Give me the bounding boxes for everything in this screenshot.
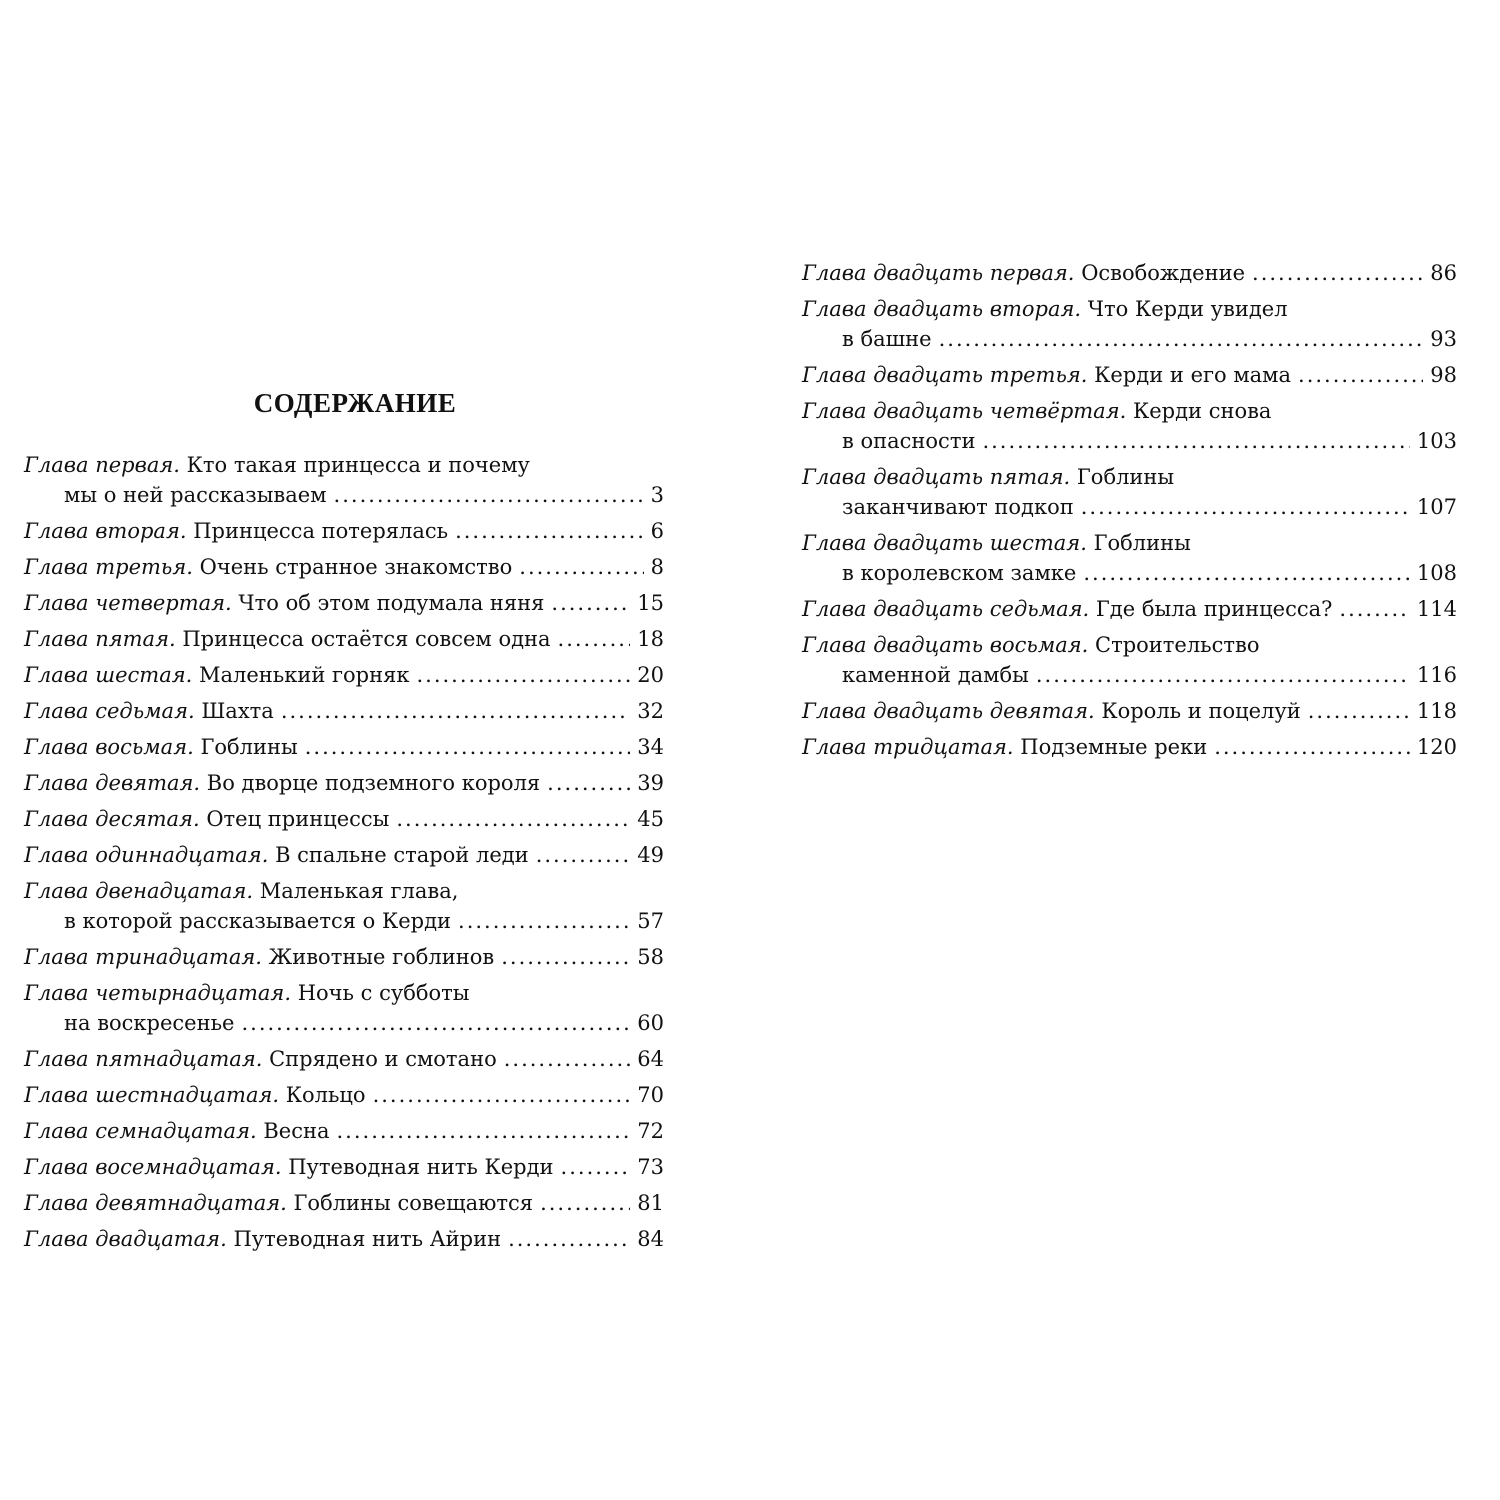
- toc-entry: [802, 732, 1457, 762]
- page-number: 58: [637, 945, 664, 969]
- dot-leader: [1083, 558, 1410, 588]
- dot-leader: [540, 1188, 630, 1218]
- toc-entry-line: [24, 978, 664, 1008]
- toc-entry: [802, 594, 1457, 624]
- dot-leader: [504, 1044, 631, 1074]
- chapter-label: Глава двадцать вторая.: [802, 297, 1082, 321]
- toc-entry: [24, 876, 664, 936]
- page-number: 64: [637, 1047, 664, 1071]
- toc-entry: [802, 462, 1457, 522]
- chapter-title: Путеводная нить Айрин: [233, 1227, 502, 1251]
- dot-leader: [458, 906, 630, 936]
- toc-entry-line: [24, 1224, 664, 1254]
- toc-entry: [24, 588, 664, 618]
- toc-entry: [24, 660, 664, 690]
- page-number: 86: [1430, 261, 1457, 285]
- page-number: 8: [650, 555, 664, 579]
- chapter-label: Глава восемнадцатая.: [24, 1155, 282, 1179]
- chapter-label: Глава первая.: [24, 453, 180, 477]
- toc-entry: [24, 696, 664, 726]
- dot-leader: [558, 624, 631, 654]
- toc-entry-line: [802, 732, 1457, 762]
- chapter-title: Маленькая глава,: [259, 879, 459, 903]
- dot-leader: [1036, 660, 1410, 690]
- chapter-label: Глава двадцать девятая.: [802, 699, 1095, 723]
- page-title: СОДЕРЖАНИЕ: [253, 388, 457, 418]
- chapter-label: Глава девятнадцатая.: [24, 1191, 287, 1215]
- dot-leader: [508, 1224, 630, 1254]
- toc-entry: [24, 1152, 664, 1182]
- chapter-label: Глава двадцать четвёртая.: [802, 399, 1127, 423]
- chapter-label: Глава десятая.: [24, 807, 200, 831]
- chapter-title: Где была принцесса?: [1095, 597, 1333, 621]
- page-number: 93: [1430, 327, 1457, 351]
- dot-leader: [1308, 696, 1410, 726]
- page-number: 107: [1416, 495, 1457, 519]
- chapter-title: Животные гоблинов: [268, 945, 495, 969]
- page-number: 103: [1416, 429, 1457, 453]
- chapter-title: Во дворце подземного короля: [206, 771, 541, 795]
- chapter-title-continued: в которой рассказывается о Керди: [64, 909, 452, 933]
- chapter-title: Король и поцелуй: [1101, 699, 1301, 723]
- chapter-title: Отец принцессы: [206, 807, 390, 831]
- chapter-label: Глава третья.: [24, 555, 193, 579]
- chapter-label: Глава девятая.: [24, 771, 201, 795]
- chapter-label: Глава двадцать восьмая.: [802, 633, 1089, 657]
- page-number: 73: [637, 1155, 664, 1179]
- dot-leader: [939, 324, 1424, 354]
- chapter-title: Кольцо: [285, 1083, 366, 1107]
- page-number: 118: [1416, 699, 1457, 723]
- toc-entry-line: [24, 840, 664, 870]
- dot-leader: [241, 1008, 630, 1038]
- dot-leader: [982, 426, 1409, 456]
- toc-entry: [24, 942, 664, 972]
- chapter-label: Глава вторая.: [24, 519, 187, 543]
- chapter-title: Принцесса потерялась: [193, 519, 449, 543]
- chapter-title: Гоблины: [1076, 465, 1175, 489]
- chapter-title: Ночь с субботы: [297, 981, 470, 1005]
- chapter-title: Керди и его мама: [1094, 363, 1292, 387]
- dot-leader: [1081, 492, 1410, 522]
- dot-leader: [501, 942, 630, 972]
- toc-entry: [24, 624, 664, 654]
- page-number: 108: [1416, 561, 1457, 585]
- chapter-title-continued: на воскресенье: [64, 1011, 235, 1035]
- chapter-title: Строительство: [1095, 633, 1260, 657]
- toc-entry-line: [802, 462, 1457, 492]
- chapter-title: Очень странное знакомство: [199, 555, 513, 579]
- toc-entry-line: [24, 450, 664, 480]
- toc-entry-line: [24, 696, 664, 726]
- toc-entry-line: [802, 396, 1457, 426]
- chapter-title-continued: каменной дамбы: [842, 663, 1029, 687]
- page-number: 6: [650, 519, 664, 543]
- chapter-title-continued: в опасности: [842, 429, 976, 453]
- chapter-label: Глава четырнадцатая.: [24, 981, 292, 1005]
- chapter-label: Глава седьмая.: [24, 699, 195, 723]
- dot-leader: [1298, 360, 1423, 390]
- dot-leader: [337, 1116, 631, 1146]
- toc-entry: [24, 450, 664, 510]
- page-number: 20: [637, 663, 664, 687]
- toc-entry-line: [24, 516, 664, 546]
- toc-entry: [24, 1224, 664, 1254]
- dot-leader: [536, 840, 631, 870]
- page-number: 39: [637, 771, 664, 795]
- dot-leader: [547, 768, 630, 798]
- toc-entry: [24, 1080, 664, 1110]
- toc-entry: [24, 840, 664, 870]
- toc-entry: [802, 360, 1457, 390]
- chapter-title: Освобождение: [1081, 261, 1246, 285]
- toc-entry: [24, 732, 664, 762]
- page-number: 15: [637, 591, 664, 615]
- toc-entry-line: [24, 588, 664, 618]
- toc-entry-line: [802, 558, 1457, 588]
- page-number: 98: [1430, 363, 1457, 387]
- dot-leader: [416, 660, 630, 690]
- chapter-title-continued: мы о ней рассказываем: [64, 483, 327, 507]
- toc-entry: [24, 804, 664, 834]
- toc-entry: [802, 630, 1457, 690]
- toc-entry: [802, 528, 1457, 588]
- chapter-title: Кто такая принцесса и почему: [186, 453, 530, 477]
- dot-leader: [334, 480, 644, 510]
- page-number: 60: [637, 1011, 664, 1035]
- toc-entry-line: [802, 594, 1457, 624]
- chapter-label: Глава двадцать третья.: [802, 363, 1088, 387]
- toc-entry-line: [802, 294, 1457, 324]
- dot-leader: [1252, 258, 1423, 288]
- chapter-title: Путеводная нить Керди: [288, 1155, 554, 1179]
- toc-entry-line: [802, 426, 1457, 456]
- chapter-title: Шахта: [201, 699, 274, 723]
- toc-entry-line: [24, 1116, 664, 1146]
- toc-entry-line: [802, 360, 1457, 390]
- toc-entry-line: [802, 660, 1457, 690]
- page-number: 32: [637, 699, 664, 723]
- chapter-title-continued: заканчивают подкоп: [842, 495, 1074, 519]
- toc-entry-line: [24, 1044, 664, 1074]
- toc-right-column: [802, 258, 1457, 762]
- chapter-label: Глава семнадцатая.: [24, 1119, 257, 1143]
- toc-entry-line: [24, 1008, 664, 1038]
- page-number: 49: [637, 843, 664, 867]
- toc-entry-line: [24, 1080, 664, 1110]
- toc-entry-line: [24, 1188, 664, 1218]
- page-number: 45: [637, 807, 664, 831]
- chapter-label: Глава восьмая.: [24, 735, 194, 759]
- dot-leader: [455, 516, 644, 546]
- dot-leader: [1214, 732, 1410, 762]
- chapter-label: Глава двадцатая.: [24, 1227, 227, 1251]
- page-number: 120: [1416, 735, 1457, 759]
- page-number: 3: [650, 483, 664, 507]
- chapter-label: Глава шестая.: [24, 663, 193, 687]
- toc-entry: [802, 696, 1457, 726]
- page-number: 114: [1416, 597, 1457, 621]
- chapter-title: Весна: [263, 1119, 330, 1143]
- chapter-label: Глава тринадцатая.: [24, 945, 262, 969]
- dot-leader: [519, 552, 643, 582]
- chapter-title: Принцесса остаётся совсем одна: [182, 627, 551, 651]
- toc-entry: [802, 258, 1457, 288]
- chapter-label: Глава четвертая.: [24, 591, 232, 615]
- chapter-title: Что Керди увидел: [1087, 297, 1288, 321]
- toc-entry-line: [802, 696, 1457, 726]
- toc-entry-line: [24, 942, 664, 972]
- page-number: 81: [637, 1191, 664, 1215]
- chapter-title: Гоблины совещаются: [293, 1191, 534, 1215]
- toc-entry-line: [802, 528, 1457, 558]
- chapter-title: Спрядено и смотано: [269, 1047, 497, 1071]
- toc-entry: [24, 1188, 664, 1218]
- toc-left-column: [24, 450, 664, 1254]
- chapter-label: Глава пятнадцатая.: [24, 1047, 263, 1071]
- toc-entry-line: [24, 804, 664, 834]
- page-number: 116: [1416, 663, 1457, 687]
- toc-entry-line: [802, 258, 1457, 288]
- page-number: 18: [637, 627, 664, 651]
- dot-leader: [373, 1080, 631, 1110]
- toc-entry-line: [24, 732, 664, 762]
- toc-entry: [24, 978, 664, 1038]
- toc-entry: [24, 768, 664, 798]
- toc-entry-line: [802, 324, 1457, 354]
- chapter-label: Глава двадцать шестая.: [802, 531, 1087, 555]
- chapter-title-continued: в башне: [842, 327, 932, 351]
- toc-entry: [802, 396, 1457, 456]
- chapter-label: Глава пятая.: [24, 627, 176, 651]
- toc-entry: [24, 1044, 664, 1074]
- chapter-label: Глава двенадцатая.: [24, 879, 254, 903]
- toc-entry-line: [24, 906, 664, 936]
- dot-leader: [1339, 594, 1410, 624]
- toc-entry-line: [802, 492, 1457, 522]
- chapter-label: Глава одиннадцатая.: [24, 843, 269, 867]
- toc-entry: [24, 516, 664, 546]
- toc-entry-line: [24, 552, 664, 582]
- page-number: 70: [637, 1083, 664, 1107]
- chapter-label: Глава двадцать пятая.: [802, 465, 1071, 489]
- chapter-title: Гоблины: [200, 735, 298, 759]
- toc-entry-line: [24, 1152, 664, 1182]
- chapter-title: В спальне старой леди: [275, 843, 529, 867]
- toc-entry-line: [24, 660, 664, 690]
- toc-entry-line: [802, 630, 1457, 660]
- chapter-title-continued: в королевском замке: [842, 561, 1077, 585]
- toc-entry-line: [24, 624, 664, 654]
- page-number: 84: [637, 1227, 664, 1251]
- toc-entry: [802, 294, 1457, 354]
- chapter-title: Маленький горняк: [199, 663, 410, 687]
- page-number: 57: [637, 909, 664, 933]
- dot-leader: [561, 1152, 631, 1182]
- dot-leader: [305, 732, 631, 762]
- chapter-title: Гоблины: [1093, 531, 1191, 555]
- dot-leader: [281, 696, 630, 726]
- chapter-title: Керди снова: [1132, 399, 1272, 423]
- chapter-label: Глава тридцатая.: [802, 735, 1014, 759]
- page-number: 34: [637, 735, 664, 759]
- toc-entry-line: [24, 876, 664, 906]
- toc-entry: [24, 552, 664, 582]
- chapter-label: Глава двадцать седьмая.: [802, 597, 1090, 621]
- toc-entry: [24, 1116, 664, 1146]
- chapter-label: Глава двадцать первая.: [802, 261, 1075, 285]
- chapter-title: Что об этом подумала няня: [238, 591, 545, 615]
- chapter-title: Подземные реки: [1020, 735, 1208, 759]
- dot-leader: [551, 588, 630, 618]
- chapter-label: Глава шестнадцатая.: [24, 1083, 280, 1107]
- toc-entry-line: [24, 768, 664, 798]
- page-number: 72: [637, 1119, 664, 1143]
- toc-entry-line: [24, 480, 664, 510]
- dot-leader: [396, 804, 630, 834]
